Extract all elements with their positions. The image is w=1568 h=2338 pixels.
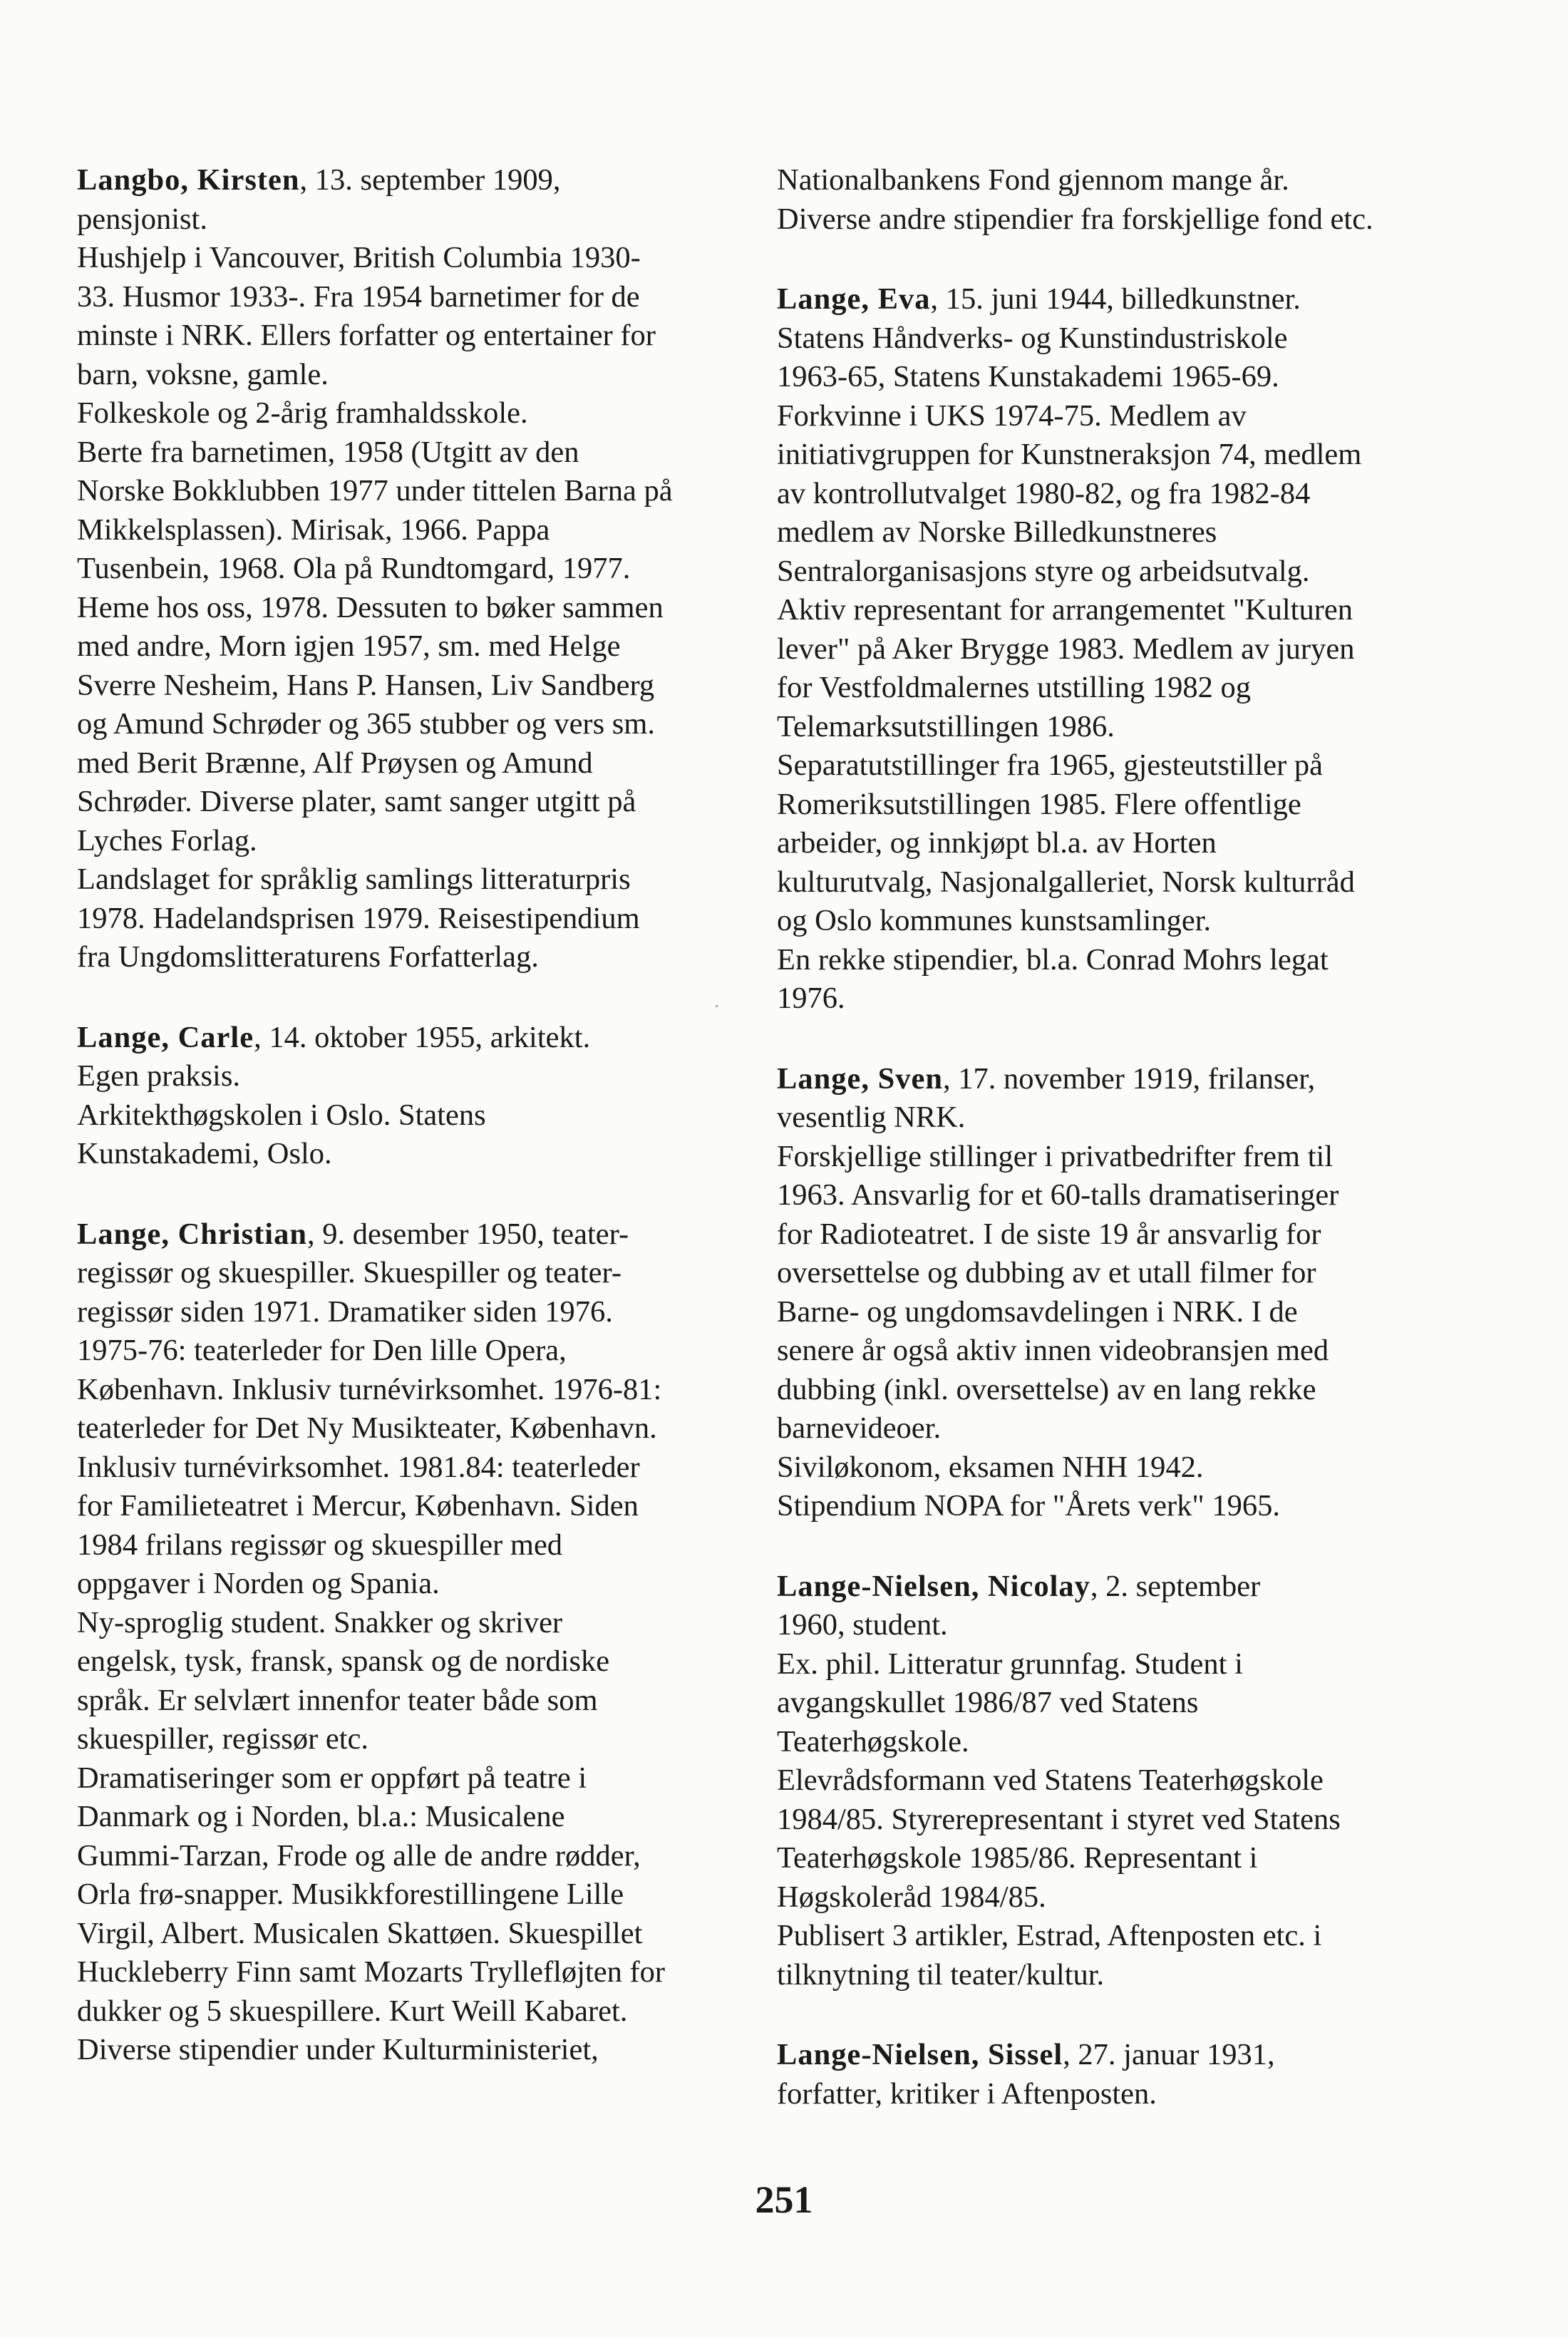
entry-paragraph: Stipendium NOPA for "Årets verk" 1965. bbox=[777, 1489, 1281, 1523]
entry-paragraph: Ny-sproglig student. Snakker og skriver engelsk, tysk, fransk, spansk og de nordiske språk. Er selvlært innenfor teater både som skuespiller, regissør etc. bbox=[77, 1605, 610, 1756]
entry-heading-text: , 2. september 1960, student. bbox=[777, 1569, 1261, 1642]
entry-heading-text: , 27. januar 1931, forfatter, kritiker i Aftenposten. bbox=[777, 2038, 1275, 2111]
entry-paragraph: Ex. phil. Litteratur grunnfag. Student i avgangskullet 1986/87 ved Statens Teaterhøgskole. bbox=[777, 1647, 1243, 1758]
entry-lange-nielsen-nicolay bbox=[777, 1567, 1418, 1995]
entry-lange-eva bbox=[777, 280, 1418, 1019]
entry-heading bbox=[777, 2036, 1418, 2113]
entry-paragraph: Forskjellige stillinger i privatbedrifter frem til 1963. Ansvarlig for et 60-talls dramatiseringer for Radioteatret. I de siste 19 år ansvarlig for oversettelse og dubbing av et utall filmer for Barne- og ungdomsavdelingen i NRK. I de senere år også aktiv innen videobransjen med dubbing (inkl. oversettelse) av en lang rekke barnevideoer. bbox=[777, 1139, 1339, 1445]
entry-name: Lange, Eva bbox=[777, 282, 931, 316]
entry-paragraph: Separatutstillinger fra 1965, gjesteutstiller på Romeriksutstillingen 1985. Flere offentlige arbeider, og innkjøpt bl.a. av Horten kulturutvalg, Nasjonalgalleriet, Norsk kulturråd og Oslo kommunes kunstsamlinger. bbox=[777, 748, 1355, 937]
entry-heading bbox=[77, 161, 718, 239]
scan-dot bbox=[716, 1005, 718, 1007]
entry-paragraph: Folkeskole og 2-årig framhaldsskole. bbox=[77, 396, 528, 430]
entry-paragraph: Publisert 3 artikler, Estrad, Aftenposten etc. i tilknytning til teater/kultur. bbox=[777, 1919, 1322, 1992]
entry-name: Langbo, Kirsten bbox=[77, 163, 300, 197]
entry-heading bbox=[777, 1060, 1418, 1138]
entry-name: Lange-Nielsen, Sissel bbox=[777, 2038, 1063, 2071]
entry-heading-text: , 15. juni 1944, billedkunstner. bbox=[930, 282, 1301, 316]
entry-paragraph: Landslaget for språklig samlings litteraturpris 1978. Hadelandsprisen 1979. Reisestipendium fra Ungdomslitteraturens Forfatterlag. bbox=[77, 862, 640, 974]
entry-langbo-kirsten bbox=[77, 161, 718, 977]
entry-heading-text: , 9. desember 1950, teater- regissør og skuespiller. Skuespiller og teater- regissør siden 1971. Dramatiker siden 1976. 1975-76: teaterleder for Den lille Opera, København. Inklusiv turnévirksomhet. 1976-81: teaterleder for Det Ny Musikteater, København. Inklusiv turnévirksomhet. 1981.84: teaterleder for Familieteatret i Mercur, København. Siden 1984 frilans regissør og skuespiller med oppgaver i Norden og Spania. bbox=[77, 1217, 662, 1600]
entry-paragraph: Forkvinne i UKS 1974-75. Medlem av initiativgruppen for Kunstneraksjon 74, medlem av kontrollutvalget 1980-82, og fra 1982-84 medlem av Norske Billedkunstneres Sentralorganisasjons styre og arbeidsutvalg. Aktiv representant for arrangementet "Kulturen lever" på Aker Brygge 1983. Medlem av juryen for Vestfoldmalernes utstilling 1982 og Telemarksutstillingen 1986. bbox=[777, 398, 1362, 743]
entry-heading bbox=[777, 280, 1418, 319]
entry-paragraph: Statens Håndverks- og Kunstindustriskole 1963-65, Statens Kunstakademi 1965-69. bbox=[777, 321, 1288, 393]
entry-heading-text: , 13. september 1909, pensjonist. bbox=[77, 163, 561, 236]
entry-heading bbox=[77, 1019, 718, 1096]
entry-lange-sven bbox=[777, 1060, 1418, 1526]
right-column bbox=[777, 161, 1418, 2155]
entry-name: Lange-Nielsen, Nicolay bbox=[777, 1569, 1090, 1603]
entry-paragraph: Hushjelp i Vancouver, British Columbia 1930- 33. Husmor 1933-. Fra 1954 barnetimer for de minste i NRK. Ellers forfatter og entertainer for barn, voksne, gamle. bbox=[77, 241, 656, 391]
entry-paragraph: En rekke stipendier, bl.a. Conrad Mohrs legat 1976. bbox=[777, 942, 1329, 1015]
entry-lange-nielsen-sissel bbox=[777, 2036, 1418, 2113]
entry-heading bbox=[77, 1215, 718, 1604]
entry-paragraph: Arkitekthøgskolen i Oslo. Statens Kunstakademi, Oslo. bbox=[77, 1098, 486, 1170]
entry-name: Lange, Sven bbox=[777, 1061, 943, 1096]
entry-paragraph: Elevrådsformann ved Statens Teaterhøgskole 1984/85. Styrerepresentant i styret ved Statens Teaterhøgskole 1985/86. Representant i Høgskoleråd 1984/85. bbox=[777, 1763, 1341, 1914]
entry-heading bbox=[777, 1567, 1418, 1645]
entry-lange-carle bbox=[77, 1019, 718, 1174]
entry-paragraph: Siviløkonom, eksamen NHH 1942. bbox=[777, 1450, 1204, 1484]
entry-paragraph: Berte fra barnetimen, 1958 (Utgitt av den Norske Bokklubben 1977 under tittelen Barna på Mikkelsplassen). Mirisak, 1966. Pappa Tusenbein, 1968. Ola på Rundtomgard, 1977. Heme hos oss, 1978. Dessuten to bøker sammen med andre, Morn igjen 1957, sm. med Helge Sverre Nesheim, Hans P. Hansen, Liv Sandberg og Amund Schrøder og 365 stubber og vers sm. med Berit Brænne, Alf Prøysen og Amund Schrøder. Diverse plater, samt sanger utgitt på Lyches Forlag. bbox=[77, 435, 673, 858]
entry-paragraph: Dramatiseringer som er oppført på teatre i Danmark og i Norden, bl.a.: Musicalene Gummi-Tarzan, Frode og alle de andre rødder, Orla frø-snapper. Musikkforestillingene Lille Virgil, Albert. Musicalen Skattøen. Skuespillet Huckleberry Finn samt Mozarts Tryllefløjten for dukker og 5 skuespillere. Kurt Weill Kabaret. Diverse stipendier under Kulturministeriet, bbox=[77, 1761, 666, 2066]
entry-name: Lange, Christian bbox=[77, 1217, 307, 1251]
entry-lange-christian bbox=[77, 1215, 718, 2070]
continued-text: Nationalbankens Fond gjennom mange år. Diverse andre stipendier fra forskjellige fond etc. bbox=[777, 163, 1373, 236]
page-number: 251 bbox=[755, 2178, 813, 2221]
entry-heading-text: , 14. oktober 1955, arkitekt. Egen praksis. bbox=[77, 1020, 591, 1093]
entry-name: Lange, Carle bbox=[77, 1020, 254, 1054]
left-column bbox=[77, 161, 718, 2111]
entry-heading-text: , 17. november 1919, frilanser, vesentlig NRK. bbox=[777, 1061, 1316, 1134]
